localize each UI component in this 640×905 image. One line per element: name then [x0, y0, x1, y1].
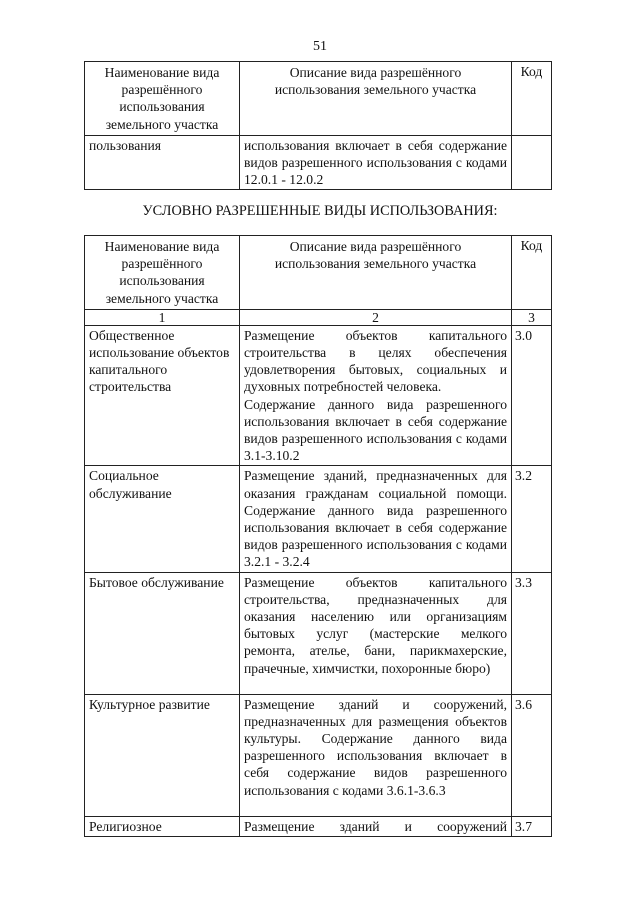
- row-description: Размещение зданий и сооружений: [240, 816, 512, 836]
- column-number-row: [85, 309, 552, 325]
- row-description-text-2: Содержание данного вида разрешенного использования включает в себя содержание видов разрешенного использования с кодами 3.1-3.10.2: [244, 396, 507, 464]
- header-code: Код: [512, 62, 552, 136]
- row-code: 3.0: [512, 325, 552, 466]
- row-description-text: Размещение объектов капитального строительства в целях обеспечения удовлетворения бытовых, социальных и духовных потребностей человека.: [244, 327, 507, 395]
- row-name: пользования: [85, 135, 240, 190]
- row-description: использования включает в себя содержание видов разрешенного использования с кодами 12.0.1 - 12.0.2: [240, 135, 512, 190]
- row-name: Общественное использование объектов капитального строительства: [85, 325, 240, 466]
- row-description: [240, 325, 512, 466]
- row-code: [512, 135, 552, 190]
- table-continuation: [84, 61, 552, 190]
- row-code: 3.6: [512, 694, 552, 816]
- row-name: Религиозное: [85, 816, 240, 836]
- section-title: УСЛОВНО РАЗРЕШЕННЫЕ ВИДЫ ИСПОЛЬЗОВАНИЯ:: [142, 203, 498, 219]
- column-number: 3: [512, 309, 552, 325]
- row-description: Размещение объектов капитального строительства, предназначенных для оказания населению или организациям бытовых услуг (мастерские мелкого ремонта, ателье, бани, парикмахерские, прачечные, химчистки, похоронные бюро): [240, 572, 512, 694]
- table-row: [85, 572, 552, 694]
- header-code: Код: [512, 236, 552, 310]
- table-row: [85, 135, 552, 190]
- table-row: [85, 816, 552, 836]
- column-number: 2: [240, 309, 512, 325]
- table-row: [85, 466, 552, 572]
- column-number: 1: [85, 309, 240, 325]
- row-description: Размещение зданий и сооружений, предназначенных для размещения объектов культуры. Содержание данного вида разрешенного использования включает в себя содержание видов разрешенного использования с кодами 3.6.1-3.6.3: [240, 694, 512, 816]
- table-header-row: [85, 62, 552, 136]
- table-row: [85, 325, 552, 466]
- table-header-row: [85, 236, 552, 310]
- row-name: Культурное развитие: [85, 694, 240, 816]
- table-conditional-uses: [84, 235, 552, 837]
- table-row: [85, 694, 552, 816]
- row-code: 3.7: [512, 816, 552, 836]
- row-name: Бытовое обслуживание: [85, 572, 240, 694]
- row-code: 3.3: [512, 572, 552, 694]
- header-description: Описание вида разрешённого использования земельного участка: [240, 236, 512, 310]
- header-description: Описание вида разрешённого использования земельного участка: [240, 62, 512, 136]
- page-number: 51: [313, 39, 327, 54]
- row-code: 3.2: [512, 466, 552, 572]
- row-name: Социальное обслуживание: [85, 466, 240, 572]
- header-name: Наименование вида разрешённого использования земельного участка: [85, 236, 240, 310]
- header-name: Наименование вида разрешённого использования земельного участка: [85, 62, 240, 136]
- row-description: Размещение зданий, предназначенных для оказания гражданам социальной помощи. Содержание данного вида разрешенного использования включает в себя содержание видов разрешенного использования с кодами 3.2.1 - 3.2.4: [240, 466, 512, 572]
